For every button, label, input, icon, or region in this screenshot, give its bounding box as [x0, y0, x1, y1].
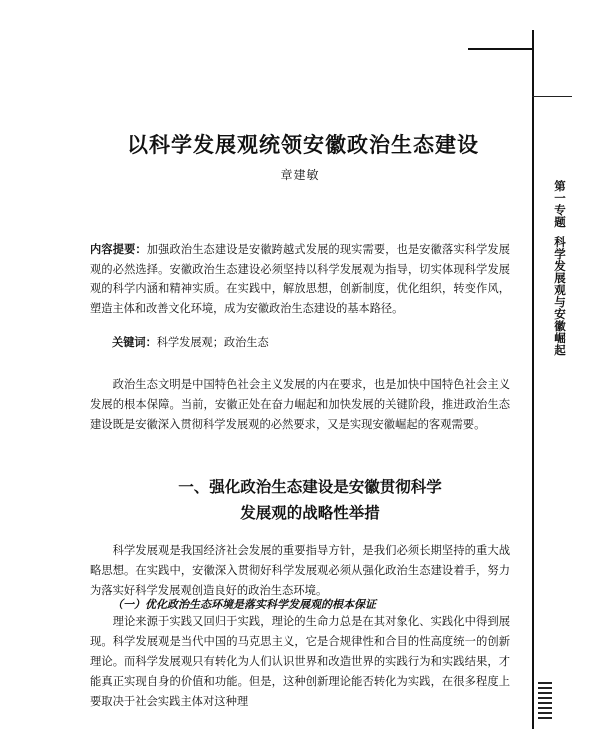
- article-title: 以科学发展观统领安徽政治生态建设: [127, 133, 479, 157]
- article-author: 章建敏: [280, 168, 320, 182]
- side-column-label: [543, 180, 567, 356]
- keywords-text: 科学发展观；政治生态: [156, 336, 269, 349]
- section-heading-line2: 发展观的战略性举措: [240, 504, 380, 522]
- margin-vertical-rule: [532, 30, 534, 729]
- abstract-label: 内容提要：: [90, 243, 147, 256]
- keywords-label: 关键词：: [112, 336, 157, 349]
- margin-side-rule: [532, 96, 572, 97]
- side-label-topic: 科学发展观与安徽崛起: [553, 236, 567, 356]
- section-heading-line1: 一、强化政治生态建设是安徽贯彻科学: [178, 478, 442, 496]
- keywords: [112, 333, 512, 352]
- subsection-heading: （一）优化政治生态环境是落实科学发展观的根本保证: [112, 598, 376, 611]
- subsection-paragraph: 理论来源于实践又回归于实践，理论的生命力总是在其对象化、实践化中得到展现。科学发展观是当代中国的马克思主义，它是合规律性和合目的性高度统一的创新理论。而科学发展观只有转化为人们认识世界和改造世界的实践行为和实践结果，才能真正实现自身的价值和功能。但是，这种创新理论能否转化为实践，在很多程度上要取决于社会实践主体对这种理: [90, 615, 510, 708]
- side-label-part: 第一专题: [553, 180, 567, 228]
- abstract: [90, 240, 510, 318]
- abstract-text: 加强政治生态建设是安徽跨越式发展的现实需要，也是安徽落实科学发展观的必然选择。安徽政治生态建设必须坚持以科学发展观为指导，切实体现科学发展观的科学内涵和精神实质。在实践中，解放思想，创新制度，优化组织，转变作风，塑造主体和改善文化环境，成为安徽政治生态建设的基本路径。: [90, 243, 510, 315]
- margin-tick-marks: [538, 682, 552, 722]
- section-paragraph: 科学发展观是我国经济社会发展的重要指导方针，是我们必须长期坚持的重大战略思想。在实践中，安徽深入贯彻好科学发展观必须从强化政治生态建设着手，努力为落实好科学发展观创造良好的政治生态环境。: [90, 544, 510, 597]
- margin-top-rule: [468, 48, 532, 50]
- section-heading: [100, 474, 520, 526]
- intro-paragraph: 政治生态文明是中国特色社会主义发展的内在要求，也是加快中国特色社会主义发展的根本保障。当前，安徽正处在奋力崛起和加快发展的关键阶段，推进政治生态建设既是安徽深入贯彻科学发展观的必然要求，又是实现安徽崛起的客观需要。: [90, 378, 510, 431]
